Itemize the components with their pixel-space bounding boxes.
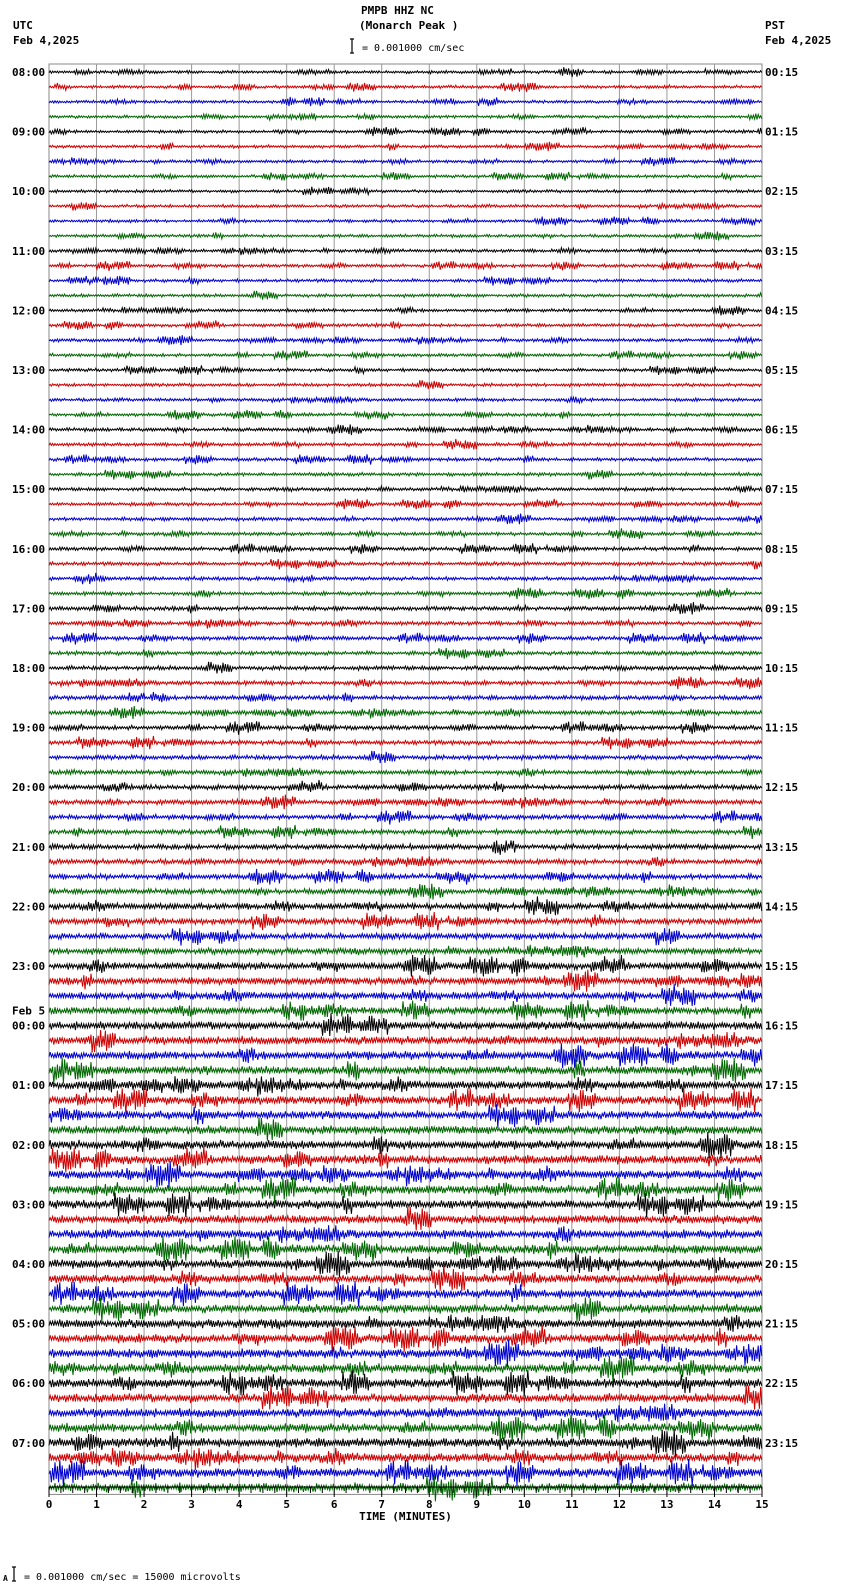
pst-hour-label: 23:15 (765, 1436, 799, 1450)
pst-hour-label: 18:15 (765, 1138, 799, 1152)
pst-hour-label: 17:15 (765, 1079, 799, 1093)
footer-scale-bar (12, 1567, 16, 1581)
x-tick-label: 9 (473, 1498, 481, 1511)
utc-hour-label: 17:00 (12, 602, 46, 616)
seismic-trace (49, 172, 762, 181)
pst-hour-label: 03:15 (765, 244, 799, 258)
pst-hour-label: 11:15 (765, 721, 799, 735)
x-tick-label: 13 (660, 1498, 674, 1511)
seismic-trace (49, 1385, 762, 1410)
seismic-trace (49, 1339, 762, 1366)
seismic-trace (49, 528, 762, 539)
pst-hour-label: 12:15 (765, 781, 799, 795)
x-tick-label: 8 (425, 1498, 433, 1511)
seismic-trace (49, 1076, 762, 1096)
seismic-trace (49, 721, 762, 735)
utc-hour-label: 01:00 (12, 1079, 46, 1093)
left-date: Feb 4,2025 (13, 34, 80, 47)
seismic-trace (49, 692, 762, 702)
seismic-trace (49, 825, 762, 839)
pst-hour-label: 14:15 (765, 900, 799, 914)
seismic-trace (49, 884, 762, 900)
seismic-trace (49, 559, 762, 569)
seismic-trace (49, 470, 762, 480)
pst-hour-label: 06:15 (765, 423, 799, 437)
seismic-trace (49, 1429, 762, 1457)
utc-hour-label: 03:00 (12, 1198, 46, 1212)
seismic-trace (49, 97, 762, 106)
pst-hour-label: 05:15 (765, 364, 799, 377)
x-tick-label: 10 (517, 1498, 531, 1511)
pst-hour-label: 16:15 (765, 1019, 799, 1033)
seismic-trace (49, 602, 762, 614)
x-tick-label: 6 (330, 1498, 338, 1511)
seismic-trace (49, 706, 762, 719)
seismic-trace (49, 380, 762, 389)
seismic-trace (49, 261, 762, 271)
seismic-trace (49, 486, 762, 493)
seismic-trace (49, 856, 762, 867)
seismic-trace (49, 127, 762, 136)
utc-hour-label: 18:00 (12, 662, 46, 675)
utc-hour-label: 21:00 (12, 840, 46, 854)
seismic-trace (49, 157, 762, 166)
seismic-trace (49, 397, 762, 404)
pst-hour-label: 22:15 (765, 1377, 799, 1391)
utc-hour-label: 15:00 (12, 483, 46, 497)
scale-bar-label: = 0.001000 cm/sec (362, 43, 465, 54)
seismic-trace (49, 1104, 762, 1127)
seismic-trace (49, 1088, 762, 1114)
station-title: PMPB HHZ NC (361, 4, 434, 17)
seismic-trace (49, 1013, 762, 1036)
seismic-trace (49, 1281, 762, 1307)
utc-hour-label: 07:00 (12, 1436, 46, 1450)
seismic-trace (49, 231, 762, 240)
seismic-trace (49, 869, 762, 885)
seismic-trace (49, 780, 762, 792)
seismic-trace (49, 1000, 762, 1021)
seismic-trace (49, 1192, 762, 1218)
date-change-label: Feb 5 (12, 1004, 46, 1018)
seismic-trace (49, 291, 762, 300)
seismic-trace (49, 896, 762, 915)
seismic-trace (49, 1404, 762, 1422)
seismic-trace (49, 83, 762, 92)
seismic-trace (49, 662, 762, 674)
utc-hour-label: 10:00 (12, 185, 46, 199)
seismic-trace (49, 335, 762, 345)
utc-hour-label: 02:00 (12, 1138, 46, 1152)
seismic-trace (49, 984, 762, 1006)
seismic-trace (49, 276, 762, 286)
seismic-trace (49, 514, 762, 525)
seismic-trace (49, 454, 762, 464)
seismic-trace (49, 619, 762, 629)
seismic-trace (49, 306, 762, 316)
utc-hour-label: 13:00 (12, 364, 46, 377)
pst-hour-label: 04:15 (765, 304, 799, 318)
header-scale-bar (350, 39, 354, 53)
seismic-trace (49, 1225, 762, 1243)
seismic-trace (49, 320, 762, 330)
utc-hour-label: 04:00 (12, 1258, 46, 1271)
seismic-trace (49, 970, 762, 992)
seismic-trace (49, 751, 762, 763)
seismic-trace (49, 1118, 762, 1141)
seismic-trace (49, 1207, 762, 1231)
x-tick-label: 4 (235, 1498, 243, 1511)
x-tick-label: 7 (378, 1498, 386, 1511)
pst-hour-label: 09:15 (765, 602, 799, 616)
x-tick-label: 3 (188, 1498, 195, 1511)
utc-hour-label: 00:00 (12, 1019, 46, 1033)
seismic-trace (49, 945, 762, 958)
seismic-trace (49, 142, 762, 151)
pst-hour-label: 21:15 (765, 1317, 799, 1331)
seismic-trace (49, 1043, 762, 1068)
seismic-trace (49, 768, 762, 777)
utc-hour-label: 11:00 (12, 244, 46, 258)
seismic-trace (49, 1325, 762, 1352)
seismic-trace (49, 841, 762, 855)
seismic-trace (49, 912, 762, 930)
utc-hour-label: 23:00 (12, 960, 46, 973)
utc-hour-label: 22:00 (12, 900, 46, 914)
seismic-trace (49, 1177, 762, 1203)
pst-hour-label: 13:15 (765, 840, 799, 854)
seismic-trace (49, 1236, 762, 1262)
seismic-trace (49, 736, 762, 749)
x-tick-label: 1 (93, 1498, 100, 1511)
pst-hour-label: 15:15 (765, 960, 799, 973)
footer-marker: A (3, 1574, 8, 1583)
station-location: (Monarch Peak ) (359, 19, 459, 32)
x-tick-label: 15 (755, 1498, 769, 1511)
seismic-trace (49, 810, 762, 824)
seismic-trace (49, 543, 762, 554)
seismic-trace (49, 202, 762, 210)
left-timezone: UTC (13, 19, 33, 32)
seismic-trace (49, 67, 762, 77)
seismic-trace (49, 648, 762, 659)
x-tick-label: 0 (45, 1498, 53, 1511)
seismic-trace (49, 1251, 762, 1278)
seismic-trace (49, 955, 762, 977)
seismic-trace (49, 217, 762, 226)
seismic-trace (49, 351, 762, 361)
utc-hour-label: 06:00 (12, 1377, 46, 1391)
x-axis-title: TIME (MINUTES) (359, 1510, 452, 1523)
utc-hour-label: 08:00 (12, 66, 46, 79)
utc-hour-label: 14:00 (12, 423, 46, 437)
utc-hour-label: 12:00 (12, 304, 46, 318)
seismic-trace (49, 1356, 762, 1383)
pst-hour-label: 10:15 (765, 662, 799, 675)
utc-hour-label: 19:00 (12, 721, 46, 735)
utc-hour-label: 09:00 (12, 125, 46, 139)
seismic-trace (49, 1030, 762, 1053)
seismic-trace (49, 410, 762, 420)
seismic-trace (49, 1132, 762, 1158)
pst-hour-label: 02:15 (765, 185, 799, 199)
seismic-trace (49, 1161, 762, 1188)
x-tick-label: 11 (565, 1498, 579, 1511)
seismic-trace (49, 1298, 762, 1322)
seismic-trace (49, 187, 762, 195)
utc-hour-label: 05:00 (12, 1317, 46, 1331)
pst-hour-label: 19:15 (765, 1198, 799, 1212)
seismic-trace (49, 424, 762, 435)
seismic-trace (49, 439, 762, 450)
footer-scale-label: = 0.001000 cm/sec = 15000 microvolts (24, 1572, 241, 1583)
seismic-trace (49, 114, 762, 121)
seismic-trace (49, 365, 762, 375)
seismic-trace (49, 1265, 762, 1291)
pst-hour-label: 07:15 (765, 483, 799, 497)
utc-hour-label: 16:00 (12, 542, 46, 556)
seismic-trace (49, 1370, 762, 1396)
x-tick-label: 12 (612, 1498, 627, 1511)
pst-hour-label: 00:15 (765, 66, 799, 79)
pst-hour-label: 20:15 (765, 1258, 799, 1271)
x-tick-label: 2 (140, 1498, 148, 1511)
seismic-trace (49, 573, 762, 584)
seismic-trace (49, 588, 762, 599)
right-date: Feb 4,2025 (765, 34, 832, 47)
utc-hour-label: 20:00 (12, 781, 46, 795)
right-timezone: PST (765, 19, 785, 32)
pst-hour-label: 08:15 (765, 542, 799, 556)
seismic-trace (49, 928, 762, 945)
seismic-trace (49, 676, 762, 689)
seismic-trace (49, 795, 762, 810)
x-tick-label: 14 (707, 1498, 722, 1511)
seismic-trace (49, 632, 762, 644)
x-tick-label: 5 (283, 1498, 290, 1511)
seismic-trace (49, 499, 762, 510)
pst-hour-label: 01:15 (765, 125, 799, 139)
seismic-trace (49, 247, 762, 255)
